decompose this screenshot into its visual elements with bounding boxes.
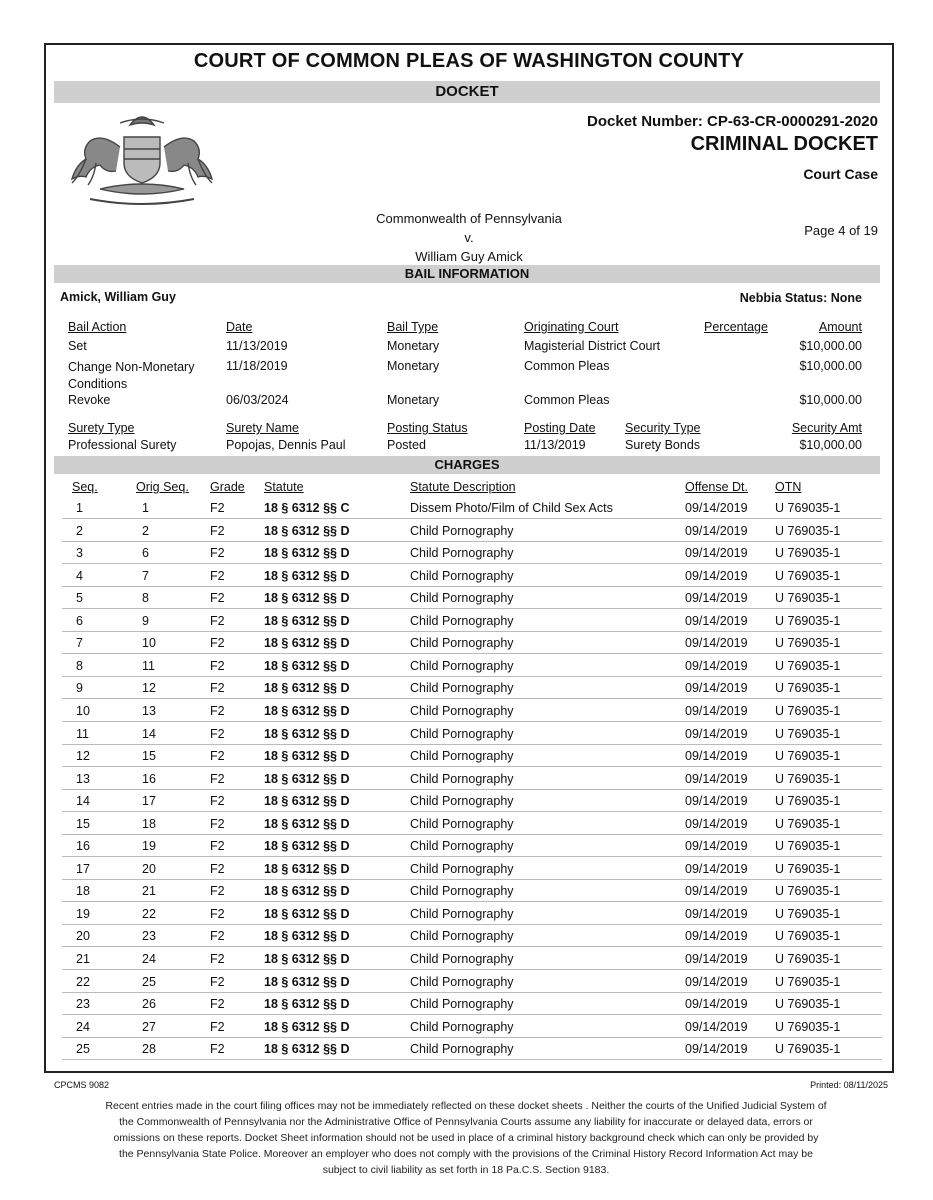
header-posting-date: Posting Date	[524, 421, 596, 435]
charge-seq: 4	[76, 568, 83, 583]
charge-seq: 24	[76, 1019, 90, 1034]
charge-statute: 18 § 6312 §§ D	[264, 997, 350, 1012]
charge-grade: F2	[210, 749, 225, 764]
charge-description: Child Pornography	[410, 523, 514, 538]
charge-orig-seq: 15	[142, 749, 156, 764]
row-divider	[62, 631, 882, 632]
charge-otn: U 769035-1	[775, 906, 841, 921]
row-divider	[62, 834, 882, 835]
charge-description: Child Pornography	[410, 613, 514, 628]
charge-offense-date: 09/14/2019	[685, 1019, 748, 1034]
charge-description: Child Pornography	[410, 906, 514, 921]
row-divider	[62, 992, 882, 993]
charge-statute: 18 § 6312 §§ D	[264, 523, 350, 538]
plaintiff: Commonwealth of Pennsylvania	[376, 211, 562, 226]
charge-grade: F2	[210, 884, 225, 899]
row-divider	[62, 563, 882, 564]
charge-description: Child Pornography	[410, 952, 514, 966]
charge-description: Child Pornography	[410, 703, 514, 718]
bail-date: 11/18/2019	[226, 359, 288, 373]
charge-grade: F2	[210, 929, 225, 944]
header-otn: OTN	[775, 480, 802, 494]
charge-description: Child Pornography	[410, 568, 514, 583]
charge-otn: U 769035-1	[775, 997, 841, 1012]
charge-grade: F2	[210, 771, 225, 786]
bail-action: Set	[68, 339, 87, 353]
charge-orig-seq: 24	[142, 952, 156, 966]
row-divider	[62, 789, 882, 790]
charge-statute: 18 § 6312 §§ D	[264, 771, 350, 786]
charge-grade: F2	[210, 501, 225, 515]
charge-orig-seq: 1	[142, 501, 149, 515]
surety-name: Popojas, Dennis Paul	[226, 438, 346, 452]
posting-date: 11/13/2019	[524, 438, 586, 452]
charge-offense-date: 09/14/2019	[685, 816, 748, 831]
charge-grade: F2	[210, 658, 225, 673]
charge-offense-date: 09/14/2019	[685, 861, 748, 876]
bail-court: Common Pleas	[524, 359, 610, 373]
charge-offense-date: 09/14/2019	[685, 658, 748, 673]
row-divider	[62, 969, 882, 970]
charge-statute: 18 § 6312 §§ D	[264, 861, 350, 876]
charge-orig-seq: 18	[142, 816, 156, 831]
header-bail-action: Bail Action	[68, 320, 127, 334]
charge-description: Child Pornography	[410, 861, 514, 876]
charge-orig-seq: 28	[142, 1042, 156, 1057]
charge-seq: 5	[76, 591, 83, 606]
charge-otn: U 769035-1	[775, 703, 841, 718]
charge-seq: 11	[76, 726, 89, 741]
charge-seq: 2	[76, 523, 83, 538]
row-divider	[62, 653, 882, 654]
charge-grade: F2	[210, 613, 225, 628]
charge-orig-seq: 21	[142, 884, 156, 899]
charge-seq: 19	[76, 906, 90, 921]
charge-grade: F2	[210, 546, 225, 561]
charge-statute: 18 § 6312 §§ D	[264, 636, 350, 651]
charge-statute: 18 § 6312 §§ D	[264, 794, 350, 809]
row-divider	[62, 856, 882, 857]
charge-orig-seq: 7	[142, 568, 149, 583]
header-security-amt: Security Amt	[791, 421, 862, 435]
charge-statute: 18 § 6312 §§ D	[264, 726, 350, 741]
header-date: Date	[226, 320, 253, 334]
row-divider	[62, 811, 882, 812]
charge-orig-seq: 8	[142, 591, 149, 606]
charge-statute: 18 § 6312 §§ D	[264, 974, 350, 989]
charge-grade: F2	[210, 523, 225, 538]
charge-otn: U 769035-1	[775, 771, 841, 786]
row-divider	[62, 744, 882, 745]
charge-description: Child Pornography	[410, 771, 514, 786]
charge-offense-date: 09/14/2019	[685, 749, 748, 764]
charge-seq: 3	[76, 546, 83, 561]
charge-orig-seq: 16	[142, 771, 156, 786]
charge-grade: F2	[210, 906, 225, 921]
security-type: Surety Bonds	[625, 438, 701, 452]
charge-grade: F2	[210, 816, 225, 831]
bail-action-cont: Conditions	[68, 377, 128, 391]
page-number: Page 4 of 19	[804, 223, 878, 238]
versus: v.	[464, 230, 474, 245]
charge-statute: 18 § 6312 §§ D	[264, 884, 350, 899]
charge-orig-seq: 6	[142, 546, 149, 561]
docket-section-bar: DOCKET	[54, 81, 880, 103]
charge-seq: 6	[76, 613, 83, 628]
charge-otn: U 769035-1	[775, 839, 841, 854]
charge-orig-seq: 27	[142, 1019, 156, 1034]
header-posting-status: Posting Status	[387, 421, 468, 435]
row-divider	[62, 1059, 882, 1060]
charge-seq: 12	[76, 749, 90, 764]
bail-type: Monetary	[387, 393, 440, 407]
charge-otn: U 769035-1	[775, 546, 841, 561]
header-amount: Amount	[818, 320, 862, 334]
charge-grade: F2	[210, 1042, 225, 1057]
charge-statute: 18 § 6312 §§ C	[264, 501, 350, 515]
row-divider	[62, 541, 882, 542]
posting-status: Posted	[387, 438, 426, 452]
header-grade: Grade	[210, 480, 245, 494]
bail-action: Change Non-Monetary	[68, 360, 195, 374]
charge-statute: 18 § 6312 §§ D	[264, 952, 350, 966]
charge-seq: 20	[76, 929, 90, 944]
charge-statute: 18 § 6312 §§ D	[264, 1042, 350, 1057]
row-divider	[62, 901, 882, 902]
charge-description: Child Pornography	[410, 636, 514, 651]
charge-grade: F2	[210, 839, 225, 854]
bail-date: 06/03/2024	[226, 393, 289, 407]
charges-section-bar: CHARGES	[54, 456, 880, 474]
charge-grade: F2	[210, 681, 225, 696]
charge-seq: 15	[76, 816, 90, 831]
charge-otn: U 769035-1	[775, 929, 841, 944]
charge-description: Child Pornography	[410, 816, 514, 831]
charge-orig-seq: 2	[142, 523, 149, 538]
bail-date: 11/13/2019	[226, 339, 288, 353]
charge-offense-date: 09/14/2019	[685, 794, 748, 809]
bail-section-bar: BAIL INFORMATION	[54, 265, 880, 283]
charge-description: Child Pornography	[410, 1042, 514, 1057]
nebbia-status: Nebbia Status: None	[739, 291, 862, 305]
case-type: Court Case	[803, 166, 878, 182]
charge-seq: 18	[76, 884, 90, 899]
bail-type: Monetary	[387, 359, 440, 373]
charge-grade: F2	[210, 861, 225, 876]
charge-grade: F2	[210, 997, 225, 1012]
charge-orig-seq: 12	[142, 681, 156, 696]
charge-otn: U 769035-1	[775, 636, 841, 651]
charge-otn: U 769035-1	[775, 681, 841, 696]
security-amt: $10,000.00	[799, 438, 862, 452]
charge-otn: U 769035-1	[775, 523, 841, 538]
charge-offense-date: 09/14/2019	[685, 1042, 748, 1057]
charge-offense-date: 09/14/2019	[685, 726, 748, 741]
charge-grade: F2	[210, 568, 225, 583]
row-divider	[62, 698, 882, 699]
charge-offense-date: 09/14/2019	[685, 884, 748, 899]
charge-orig-seq: 10	[142, 636, 156, 651]
charge-orig-seq: 23	[142, 929, 156, 944]
charge-description: Child Pornography	[410, 1019, 514, 1034]
charge-otn: U 769035-1	[775, 884, 841, 899]
charge-offense-date: 09/14/2019	[685, 591, 748, 606]
charge-statute: 18 § 6312 §§ D	[264, 906, 350, 921]
charge-statute: 18 § 6312 §§ D	[264, 839, 350, 854]
surety-type: Professional Surety	[68, 438, 177, 452]
pennsylvania-seal-icon	[60, 107, 224, 209]
charge-seq: 10	[76, 703, 90, 718]
charge-offense-date: 09/14/2019	[685, 523, 748, 538]
charge-seq: 23	[76, 997, 90, 1012]
row-divider	[62, 676, 882, 677]
charge-statute: 18 § 6312 §§ D	[264, 816, 350, 831]
row-divider	[62, 1037, 882, 1038]
docket-number: Docket Number: CP-63-CR-0000291-2020	[587, 113, 878, 130]
charge-offense-date: 09/14/2019	[685, 929, 748, 944]
charge-statute: 18 § 6312 §§ D	[264, 546, 350, 561]
charge-statute: 18 § 6312 §§ D	[264, 1019, 350, 1034]
charge-otn: U 769035-1	[775, 613, 841, 628]
row-divider	[62, 1014, 882, 1015]
bail-amount: $10,000.00	[799, 393, 862, 407]
charge-offense-date: 09/14/2019	[685, 568, 748, 583]
charge-otn: U 769035-1	[775, 816, 841, 831]
charge-statute: 18 § 6312 §§ D	[264, 929, 350, 944]
charge-description: Dissem Photo/Film of Child Sex Acts	[410, 501, 613, 515]
charge-description: Child Pornography	[410, 658, 514, 673]
charge-statute: 18 § 6312 §§ D	[264, 681, 350, 696]
charge-grade: F2	[210, 726, 225, 741]
charge-otn: U 769035-1	[775, 591, 841, 606]
row-divider	[62, 586, 882, 587]
charge-offense-date: 09/14/2019	[685, 546, 748, 561]
charge-statute: 18 § 6312 §§ D	[264, 749, 350, 764]
charge-description: Child Pornography	[410, 591, 514, 606]
charge-orig-seq: 19	[142, 839, 156, 854]
row-divider	[62, 721, 882, 722]
charge-orig-seq: 9	[142, 613, 149, 628]
header-seq: Seq.	[72, 480, 98, 494]
charge-otn: U 769035-1	[775, 952, 841, 966]
charge-grade: F2	[210, 794, 225, 809]
charge-otn: U 769035-1	[775, 726, 841, 741]
charge-offense-date: 09/14/2019	[685, 906, 748, 921]
charge-otn: U 769035-1	[775, 658, 841, 673]
charge-description: Child Pornography	[410, 884, 514, 899]
row-divider	[62, 518, 882, 519]
bail-action: Revoke	[68, 393, 111, 407]
charge-otn: U 769035-1	[775, 974, 841, 989]
charge-grade: F2	[210, 952, 225, 966]
header-percentage: Percentage	[704, 320, 768, 334]
charge-offense-date: 09/14/2019	[685, 681, 748, 696]
charge-grade: F2	[210, 591, 225, 606]
charge-statute: 18 § 6312 §§ D	[264, 613, 350, 628]
charge-seq: 16	[76, 839, 90, 854]
charge-offense-date: 09/14/2019	[685, 703, 748, 718]
header-bail-type: Bail Type	[387, 320, 439, 334]
charge-offense-date: 09/14/2019	[685, 997, 748, 1012]
charge-otn: U 769035-1	[775, 861, 841, 876]
charge-grade: F2	[210, 703, 225, 718]
charge-otn: U 769035-1	[775, 1042, 841, 1057]
header-orig-seq: Orig Seq.	[136, 480, 189, 494]
row-divider	[62, 766, 882, 767]
printed-date: Printed: 08/11/2025	[810, 1080, 888, 1090]
charge-grade: F2	[210, 1019, 225, 1034]
charge-description: Child Pornography	[410, 839, 514, 854]
charge-seq: 17	[76, 861, 90, 876]
charge-offense-date: 09/14/2019	[685, 952, 748, 966]
charge-orig-seq: 17	[142, 794, 156, 809]
charge-description: Child Pornography	[410, 681, 514, 696]
charge-otn: U 769035-1	[775, 1019, 841, 1034]
charge-orig-seq: 11	[142, 658, 155, 673]
header-offense-date: Offense Dt.	[685, 480, 748, 494]
charge-description: Child Pornography	[410, 546, 514, 561]
row-divider	[62, 924, 882, 925]
header-surety-type: Surety Type	[68, 421, 135, 435]
charge-description: Child Pornography	[410, 929, 514, 944]
charge-description: Child Pornography	[410, 974, 514, 989]
charge-offense-date: 09/14/2019	[685, 501, 748, 515]
bail-type: Monetary	[387, 339, 440, 353]
docket-page	[44, 43, 894, 1073]
row-divider	[62, 608, 882, 609]
charge-seq: 1	[76, 501, 83, 515]
charge-offense-date: 09/14/2019	[685, 636, 748, 651]
charge-seq: 25	[76, 1042, 90, 1057]
header-statute: Statute	[264, 480, 304, 494]
charge-seq: 8	[76, 658, 83, 673]
charge-offense-date: 09/14/2019	[685, 974, 748, 989]
charge-description: Child Pornography	[410, 997, 514, 1012]
charge-statute: 18 § 6312 §§ D	[264, 568, 350, 583]
charge-seq: 7	[76, 636, 83, 651]
charge-orig-seq: 22	[142, 906, 156, 921]
charge-offense-date: 09/14/2019	[685, 839, 748, 854]
charge-otn: U 769035-1	[775, 501, 841, 515]
charge-statute: 18 § 6312 §§ D	[264, 591, 350, 606]
header-security-type: Security Type	[625, 421, 701, 435]
header-surety-name: Surety Name	[226, 421, 299, 435]
bail-amount: $10,000.00	[799, 359, 862, 373]
charge-grade: F2	[210, 974, 225, 989]
charge-seq: 21	[76, 952, 90, 966]
charge-otn: U 769035-1	[775, 794, 841, 809]
charge-grade: F2	[210, 636, 225, 651]
bail-court: Common Pleas	[524, 393, 610, 407]
charge-otn: U 769035-1	[775, 749, 841, 764]
bail-court: Magisterial District Court	[524, 339, 661, 353]
charge-orig-seq: 20	[142, 861, 156, 876]
charge-otn: U 769035-1	[775, 568, 841, 583]
charge-orig-seq: 26	[142, 997, 156, 1012]
bail-amount: $10,000.00	[799, 339, 862, 353]
row-divider	[62, 879, 882, 880]
charge-description: Child Pornography	[410, 794, 514, 809]
bail-defendant-name: Amick, William Guy	[60, 290, 176, 304]
defendant: William Guy Amick	[415, 249, 523, 264]
charge-orig-seq: 13	[142, 703, 156, 718]
charge-description: Child Pornography	[410, 726, 514, 741]
docket-type: CRIMINAL DOCKET	[690, 133, 878, 155]
charge-offense-date: 09/14/2019	[685, 613, 748, 628]
charge-statute: 18 § 6312 §§ D	[264, 658, 350, 673]
charge-seq: 14	[76, 794, 90, 809]
header-originating-court: Originating Court	[524, 320, 619, 334]
court-title: COURT OF COMMON PLEAS OF WASHINGTON COUNTY	[193, 50, 745, 72]
charge-statute: 18 § 6312 §§ D	[264, 703, 350, 718]
charge-orig-seq: 25	[142, 974, 156, 989]
charge-seq: 22	[76, 974, 90, 989]
charge-seq: 13	[76, 771, 90, 786]
charge-description: Child Pornography	[410, 749, 514, 764]
row-divider	[62, 946, 882, 947]
charge-seq: 9	[76, 681, 83, 696]
disclaimer-text: Recent entries made in the court filing offices may not be immediately reflected on these docket sheets . Neither the courts of the Unified Judicial System of the Commonwealth of Pennsylvania nor the Administrative Office of Pennsylvania Courts assume any liability for inaccurate or delayed data, errors or omissions on these reports. Docket Sheet information should not be used in place of a criminal history background check which can only be provided by the Pennsylvania State Police. Moreover an employer who does not comply with the provisions of the Criminal History Record Information Act may be subject to civil liability as set forth in 18 Pa.C.S. Section 9183.	[105, 1100, 827, 1176]
header-statute-description: Statute Description	[410, 480, 516, 494]
charge-orig-seq: 14	[142, 726, 156, 741]
form-id: CPCMS 9082	[54, 1080, 110, 1090]
charge-offense-date: 09/14/2019	[685, 771, 748, 786]
